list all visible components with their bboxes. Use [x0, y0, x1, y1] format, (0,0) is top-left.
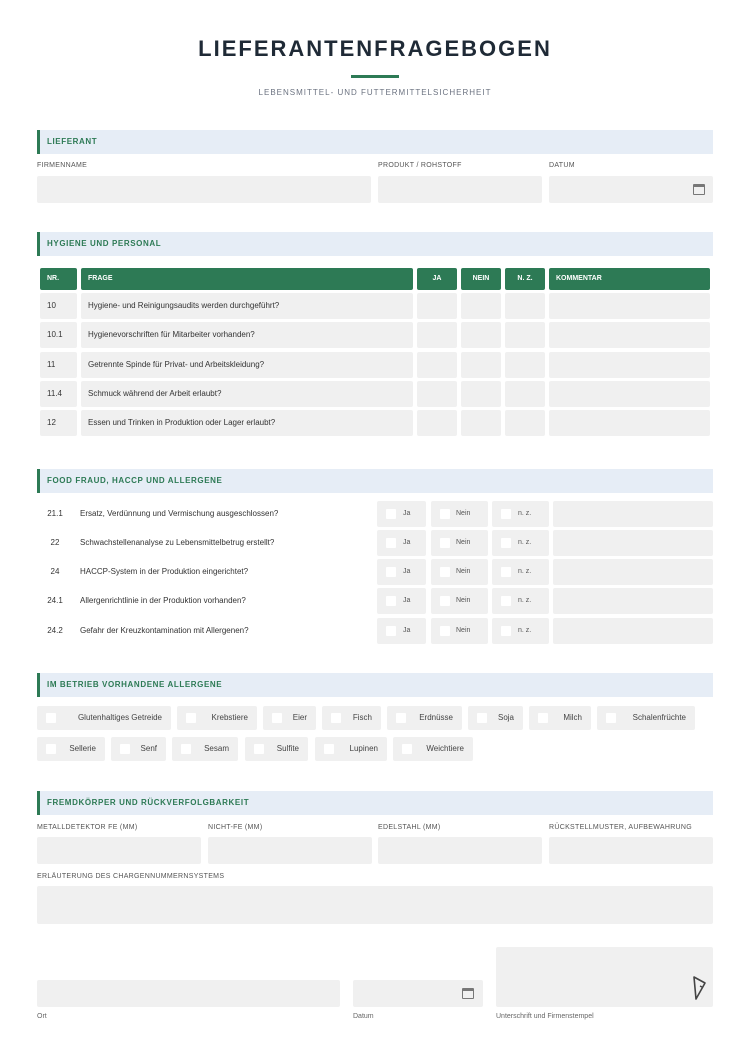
- comment-cell[interactable]: [549, 410, 710, 436]
- row-number: 10: [40, 293, 77, 319]
- option-yes[interactable]: Ja: [377, 588, 426, 614]
- comment-cell[interactable]: [553, 530, 713, 556]
- checkbox[interactable]: [386, 509, 396, 519]
- col-yes: JA: [417, 268, 457, 290]
- stainless-label: EDELSTAHL (MM): [378, 824, 441, 831]
- section-supplier: LIEFERANT: [37, 130, 713, 154]
- option-no[interactable]: Nein: [431, 618, 488, 644]
- checkbox[interactable]: [331, 713, 341, 723]
- row-number: 24.2: [47, 626, 63, 635]
- checkbox[interactable]: [440, 567, 450, 577]
- non-fe-label: NICHT-FE (MM): [208, 824, 263, 831]
- option-na[interactable]: n. z.: [492, 618, 549, 644]
- checkbox[interactable]: [501, 567, 511, 577]
- allergen-option[interactable]: Erdnüsse: [387, 706, 462, 730]
- company-field[interactable]: [37, 176, 371, 203]
- comment-cell[interactable]: [549, 381, 710, 407]
- row-question: Allergenrichtlinie in der Produktion vorhanden?: [80, 596, 246, 605]
- place-field[interactable]: [37, 980, 340, 1007]
- footer-date-label: Datum: [353, 1013, 374, 1020]
- calendar-icon[interactable]: [693, 184, 705, 195]
- option-yes[interactable]: Ja: [377, 530, 426, 556]
- product-label: PRODUKT / ROHSTOFF: [378, 162, 462, 169]
- checkbox[interactable]: [386, 596, 396, 606]
- checkbox[interactable]: [440, 509, 450, 519]
- row-number: 21.1: [47, 509, 63, 518]
- allergen-option[interactable]: Sellerie: [37, 737, 105, 761]
- allergen-option[interactable]: Milch: [529, 706, 591, 730]
- row-question: Ersatz, Verdünnung und Vermischung ausgeschlossen?: [80, 509, 279, 518]
- na-cell[interactable]: [505, 322, 545, 348]
- col-no: NEIN: [461, 268, 501, 290]
- checkbox[interactable]: [538, 713, 548, 723]
- no-cell[interactable]: [461, 322, 501, 348]
- place-label: Ort: [37, 1013, 47, 1020]
- option-no[interactable]: Nein: [431, 559, 488, 585]
- page-title: LIEFERANTENFRAGEBOGEN: [198, 36, 552, 61]
- checkbox[interactable]: [186, 713, 196, 723]
- date-label: DATUM: [549, 162, 575, 169]
- comment-cell[interactable]: [553, 618, 713, 644]
- product-field[interactable]: [378, 176, 542, 203]
- no-cell[interactable]: [461, 381, 501, 407]
- metal-fe-label: METALLDETEKTOR FE (MM): [37, 824, 138, 831]
- allergen-option[interactable]: Eier: [263, 706, 316, 730]
- checkbox[interactable]: [501, 596, 511, 606]
- non-fe-field[interactable]: [208, 837, 372, 864]
- allergen-option[interactable]: Krebstiere: [177, 706, 257, 730]
- row-number: 10.1: [40, 322, 77, 348]
- allergen-option[interactable]: Fisch: [322, 706, 381, 730]
- checkbox[interactable]: [402, 744, 412, 754]
- checkbox[interactable]: [386, 626, 396, 636]
- allergen-option[interactable]: Glutenhaltiges Getreide: [37, 706, 171, 730]
- pen-icon: [691, 975, 707, 1001]
- metal-fe-field[interactable]: [37, 837, 201, 864]
- row-number: 11.4: [40, 381, 77, 407]
- row-question: HACCP-System in der Produktion eingerichtet?: [80, 567, 249, 576]
- option-yes[interactable]: Ja: [377, 618, 426, 644]
- row-number: 11: [40, 352, 77, 378]
- col-nr: NR.: [40, 268, 77, 290]
- option-na[interactable]: n. z.: [492, 559, 549, 585]
- row-question: Schwachstellenanalyse zu Lebensmittelbetrug erstellt?: [80, 538, 275, 547]
- row-question: Hygienevorschriften für Mitarbeiter vorhanden?: [81, 322, 413, 348]
- option-no[interactable]: Nein: [431, 530, 488, 556]
- option-yes[interactable]: Ja: [377, 501, 426, 527]
- col-comment: KOMMENTAR: [549, 268, 710, 290]
- row-question: Gefahr der Kreuzkontamination mit Allergenen?: [80, 626, 249, 635]
- row-number: 22: [50, 538, 60, 547]
- no-cell[interactable]: [461, 293, 501, 319]
- checkbox[interactable]: [396, 713, 406, 723]
- retention-label: RÜCKSTELLMUSTER, AUFBEWAHRUNG: [549, 824, 693, 831]
- yes-cell[interactable]: [417, 352, 457, 378]
- checkbox[interactable]: [386, 567, 396, 577]
- comment-cell[interactable]: [549, 352, 710, 378]
- comment-cell[interactable]: [553, 559, 713, 585]
- row-question: Hygiene- und Reinigungsaudits werden durchgeführt?: [81, 293, 413, 319]
- row-question: Schmuck während der Arbeit erlaubt?: [81, 381, 413, 407]
- na-cell[interactable]: [505, 381, 545, 407]
- checkbox[interactable]: [120, 744, 130, 754]
- checkbox[interactable]: [440, 596, 450, 606]
- title-rule: [351, 75, 399, 78]
- col-na: N. Z.: [505, 268, 545, 290]
- allergen-option[interactable]: Sulfite: [245, 737, 308, 761]
- col-question: FRAGE: [81, 268, 413, 290]
- checkbox[interactable]: [272, 713, 282, 723]
- checkbox[interactable]: [46, 744, 56, 754]
- yes-cell[interactable]: [417, 381, 457, 407]
- checkbox[interactable]: [501, 626, 511, 636]
- no-cell[interactable]: [461, 410, 501, 436]
- checkbox[interactable]: [181, 744, 191, 754]
- comment-cell[interactable]: [553, 588, 713, 614]
- row-number: 12: [40, 410, 77, 436]
- na-cell[interactable]: [505, 293, 545, 319]
- section-hygiene: HYGIENE UND PERSONAL: [37, 232, 713, 256]
- row-number: 24.1: [47, 596, 63, 605]
- retention-field[interactable]: [549, 837, 713, 864]
- na-cell[interactable]: [505, 352, 545, 378]
- checkbox[interactable]: [501, 509, 511, 519]
- option-na[interactable]: n. z.: [492, 501, 549, 527]
- row-question: Getrennte Spinde für Privat- und Arbeitskleidung?: [81, 352, 413, 378]
- batch-field[interactable]: [37, 886, 713, 924]
- checkbox[interactable]: [606, 713, 616, 723]
- signature-label: Unterschrift und Firmenstempel: [496, 1013, 594, 1020]
- checkbox[interactable]: [254, 744, 264, 754]
- option-no[interactable]: Nein: [431, 501, 488, 527]
- calendar-icon[interactable]: [462, 988, 474, 999]
- section-foreign-bodies: FREMDKÖRPER UND RÜCKVERFOLGBARKEIT: [37, 791, 713, 815]
- no-cell[interactable]: [461, 352, 501, 378]
- option-na[interactable]: n. z.: [492, 530, 549, 556]
- checkbox[interactable]: [46, 713, 56, 723]
- page-subtitle: LEBENSMITTEL- UND FUTTERMITTELSICHERHEIT: [258, 88, 492, 97]
- checkbox[interactable]: [501, 538, 511, 548]
- allergen-option[interactable]: Weichtiere: [393, 737, 473, 761]
- allergen-option[interactable]: Senf: [111, 737, 166, 761]
- checkbox[interactable]: [440, 626, 450, 636]
- checkbox[interactable]: [440, 538, 450, 548]
- section-food-fraud: FOOD FRAUD, HACCP UND ALLERGENE: [37, 469, 713, 493]
- date-field[interactable]: [549, 176, 713, 203]
- option-yes[interactable]: Ja: [377, 559, 426, 585]
- option-no[interactable]: Nein: [431, 588, 488, 614]
- stainless-field[interactable]: [378, 837, 542, 864]
- yes-cell[interactable]: [417, 410, 457, 436]
- row-number: 24: [50, 567, 60, 576]
- checkbox[interactable]: [386, 538, 396, 548]
- footer-date-field[interactable]: [353, 980, 483, 1007]
- checkbox[interactable]: [324, 744, 334, 754]
- allergen-option[interactable]: Schalenfrüchte: [597, 706, 695, 730]
- comment-cell[interactable]: [553, 501, 713, 527]
- allergen-option[interactable]: Lupinen: [315, 737, 387, 761]
- checkbox[interactable]: [477, 713, 487, 723]
- comment-cell[interactable]: [549, 293, 710, 319]
- na-cell[interactable]: [505, 410, 545, 436]
- yes-cell[interactable]: [417, 322, 457, 348]
- option-na[interactable]: n. z.: [492, 588, 549, 614]
- signature-field[interactable]: [496, 947, 713, 1007]
- section-allergens: IM BETRIEB VORHANDENE ALLERGENE: [37, 673, 713, 697]
- row-question: Essen und Trinken in Produktion oder Lager erlaubt?: [81, 410, 413, 436]
- comment-cell[interactable]: [549, 322, 710, 348]
- batch-label: ERLÄUTERUNG DES CHARGENNUMMERNSYSTEMS: [37, 873, 225, 880]
- company-label: FIRMENNAME: [37, 162, 88, 169]
- allergen-option[interactable]: Soja: [468, 706, 523, 730]
- yes-cell[interactable]: [417, 293, 457, 319]
- allergen-option[interactable]: Sesam: [172, 737, 238, 761]
